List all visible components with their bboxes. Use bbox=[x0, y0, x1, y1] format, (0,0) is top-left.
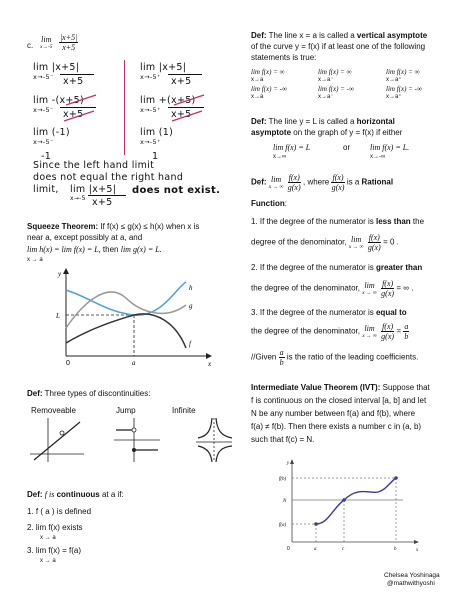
hw-right-2-den: x+5 bbox=[171, 109, 192, 120]
hw-left-2: lim -(x+5) bbox=[33, 95, 85, 106]
disc-removeable-graph bbox=[30, 418, 84, 462]
vert-sub-3: x→a⁺ bbox=[386, 77, 402, 83]
squeeze-f-curve bbox=[66, 314, 186, 348]
vert-sub-6: x→a⁺ bbox=[386, 94, 402, 100]
hw-left-3: lim (-1) bbox=[33, 127, 70, 138]
rational-def: Def: lim x → ∞ $\frac{f(x)}{g(x)}$ , where $\frac{f(x)}{g(x)}$ is a Rational bbox=[251, 173, 394, 192]
ivt-line5: such that f(c) = N. bbox=[251, 435, 315, 444]
vert-line2: of the curve y = f(x) if at least one of the following bbox=[251, 42, 426, 51]
horiz-line1: Def: The line y = L is called a horizontal bbox=[251, 117, 395, 126]
hw-note-3: limit, bbox=[33, 184, 59, 195]
hw-note-lim-den: x+5 bbox=[92, 197, 113, 208]
hw-right-1-bar bbox=[168, 74, 202, 75]
vert-item-5: lim f(x) = -∞ bbox=[318, 85, 354, 93]
ivt-label-b: b bbox=[394, 547, 397, 552]
ivt-label-x: x bbox=[416, 548, 419, 553]
horiz-eq2: lim f(x) = L. bbox=[370, 143, 410, 152]
ivt-label-a: a bbox=[314, 547, 317, 552]
squeeze-graph bbox=[36, 268, 216, 368]
hw-note-bar bbox=[88, 195, 126, 196]
cont-item3: 3. lim f(x) = f(a) bbox=[27, 546, 82, 555]
cont-item3-sub: x → a bbox=[40, 558, 56, 564]
hw-left-1: lim |x+5| bbox=[33, 62, 80, 73]
hw-left-2-cancel bbox=[58, 92, 102, 124]
vert-line3: statements is true: bbox=[251, 53, 317, 62]
vert-item-1: lim f(x) = ∞ bbox=[251, 68, 285, 76]
horiz-line2: asymptote on the graph of y = f(x) if either bbox=[251, 128, 403, 137]
hw-left-3-sub: x→-5⁻ bbox=[33, 138, 54, 146]
hw-note-lim-sub: x→-5 bbox=[70, 195, 86, 202]
credit-name: Chelsea Yoshinaga bbox=[384, 572, 440, 579]
ivt-label-0: 0 bbox=[287, 546, 290, 552]
squeeze-label-h: h bbox=[189, 284, 193, 292]
ivt-graph bbox=[278, 458, 423, 558]
rational-def-2: Function: bbox=[251, 199, 288, 208]
horiz-eq1-sub: x→∞ bbox=[273, 154, 287, 160]
ivt-label-y: y bbox=[287, 461, 290, 466]
disc-type-jump: Jump bbox=[116, 406, 136, 415]
vert-sub-2: x→a⁻ bbox=[318, 77, 334, 83]
hw-right-2: lim +(x+5) bbox=[140, 95, 196, 106]
vert-sub-4: x→a bbox=[251, 94, 264, 100]
hw-right-2-cancel bbox=[166, 92, 210, 124]
cont-item2: 2. lim f(x) exists bbox=[27, 523, 83, 532]
hw-note-2: does not equal the right hand bbox=[33, 172, 184, 183]
cont-item1: 1. f ( a ) is defined bbox=[27, 507, 92, 516]
ivt-label-N: N bbox=[283, 499, 287, 504]
squeeze-label-a: a bbox=[132, 359, 136, 367]
squeeze-line3: lim h(x) = lim f(x) = L, then lim g(x) = L. bbox=[27, 245, 162, 254]
squeeze-label-g: g bbox=[189, 302, 193, 310]
ivt-label-c: c bbox=[342, 547, 345, 552]
ivt-label-fb: f(b) bbox=[279, 477, 287, 482]
hw-note-1: Since the left hand limit bbox=[33, 160, 155, 171]
hw-divider bbox=[124, 60, 125, 155]
ivt-line3: N be any number between f(a) and f(b), where bbox=[251, 409, 416, 418]
hw-left-1-bar bbox=[60, 74, 94, 75]
vert-sub-1: x→a bbox=[251, 77, 264, 83]
hw-right-3: lim (1) bbox=[140, 127, 174, 138]
vert-item-4: lim f(x) = -∞ bbox=[251, 85, 287, 93]
squeeze-label-y: y bbox=[58, 270, 62, 278]
rule2-line1: 2. If the degree of the numerator is greater than bbox=[251, 263, 423, 272]
hw-left-4: -1 bbox=[41, 151, 52, 162]
disc-title: Def: Three types of discontinuities: bbox=[27, 389, 151, 398]
rule3-line2: the degree of the denominator, lim x → ∞ $\frac{f(x)}{g(x)}$ = $\frac{a}{b}$ bbox=[251, 322, 409, 341]
rule3-line1: 3. If the degree of the numerator is equal to bbox=[251, 308, 407, 317]
hw-right-3-sub: x→-5⁺ bbox=[140, 138, 161, 146]
credit-handle: @mathwithyoshi bbox=[387, 580, 435, 587]
rule1-line2: degree of the denominator, lim x → ∞ $\frac{f(x)}{g(x)}$ = 0 . bbox=[251, 233, 399, 252]
squeeze-line2: near a, except possibly at a, and bbox=[27, 233, 143, 242]
disc-jump-graph bbox=[114, 418, 160, 462]
hw-note-lim: lim |x+5| bbox=[70, 184, 117, 195]
ivt-label-fa: f(a) bbox=[279, 523, 287, 528]
ivt-line4: f(a) ≠ f(b). Then there exists a number c in (a, b) bbox=[251, 422, 422, 431]
ivt-line1: Intermediate Value Theorem (IVT): Suppose that bbox=[251, 383, 430, 392]
disc-infinite-graph bbox=[196, 418, 232, 462]
hw-right-1: lim |x+5| bbox=[140, 62, 187, 73]
squeeze-label-f: f bbox=[189, 340, 191, 348]
ivt-line2: f is continuous on the closed interval [a, b] and let bbox=[251, 396, 427, 405]
rule2-line2: the degree of the denominator, lim x → ∞ $\frac{f(x)}{g(x)}$ = ∞ . bbox=[251, 279, 414, 298]
part-c-limit: lim x→-5 $\frac{|x+5|}{x+5}$ bbox=[40, 33, 78, 52]
cont-item2-sub: x → a bbox=[40, 535, 56, 541]
squeeze-line1: Squeeze Theorem: If f(x) ≤ g(x) ≤ h(x) when x is bbox=[27, 222, 200, 231]
hw-left-2-sub: x→-5⁻ bbox=[33, 106, 54, 114]
cont-title: Def: f is continuous at a if: bbox=[27, 490, 124, 499]
hw-left-1-den: x+5 bbox=[63, 76, 84, 87]
squeeze-label-L: L bbox=[56, 312, 60, 320]
squeeze-label-x: x bbox=[208, 360, 212, 368]
hw-left-2-den: x+5 bbox=[63, 109, 84, 120]
vert-line1: Def: The line x = a is called a vertical asymptote bbox=[251, 31, 428, 40]
vert-item-3: lim f(x) = ∞ bbox=[386, 68, 420, 76]
rule1-line1: 1. If the degree of the numerator is less than the bbox=[251, 217, 425, 226]
vert-item-2: lim f(x) = ∞ bbox=[318, 68, 352, 76]
squeeze-label-0: 0 bbox=[66, 360, 70, 367]
disc-graphs bbox=[26, 416, 236, 464]
hw-right-1-sub: x→-5⁺ bbox=[140, 73, 161, 81]
hw-right-1-den: x+5 bbox=[171, 76, 192, 87]
squeeze-line3-sub: x → a bbox=[27, 257, 43, 263]
disc-type-removeable: Removeable bbox=[31, 406, 76, 415]
horiz-eq2-sub: x→-∞ bbox=[370, 154, 386, 160]
hw-left-1-sub: x→-5⁻ bbox=[33, 73, 54, 81]
horiz-eq1: lim f(x) = L bbox=[273, 143, 311, 152]
horiz-or: or bbox=[343, 143, 351, 152]
hw-note-dne: does not exist. bbox=[132, 185, 221, 196]
disc-type-infinite: Infinite bbox=[172, 406, 196, 415]
hw-right-2-sub: x→-5⁺ bbox=[140, 106, 161, 114]
given-line: //Given $\frac{a}{b}$ is the ratio of the leading coefficients. bbox=[251, 348, 419, 367]
hw-right-4: 1 bbox=[152, 151, 159, 162]
ivt-curve bbox=[316, 478, 396, 524]
vert-sub-5: x→a⁻ bbox=[318, 94, 334, 100]
vert-item-6: lim f(x) = -∞ bbox=[386, 85, 422, 93]
part-c-label: c. bbox=[27, 41, 34, 50]
